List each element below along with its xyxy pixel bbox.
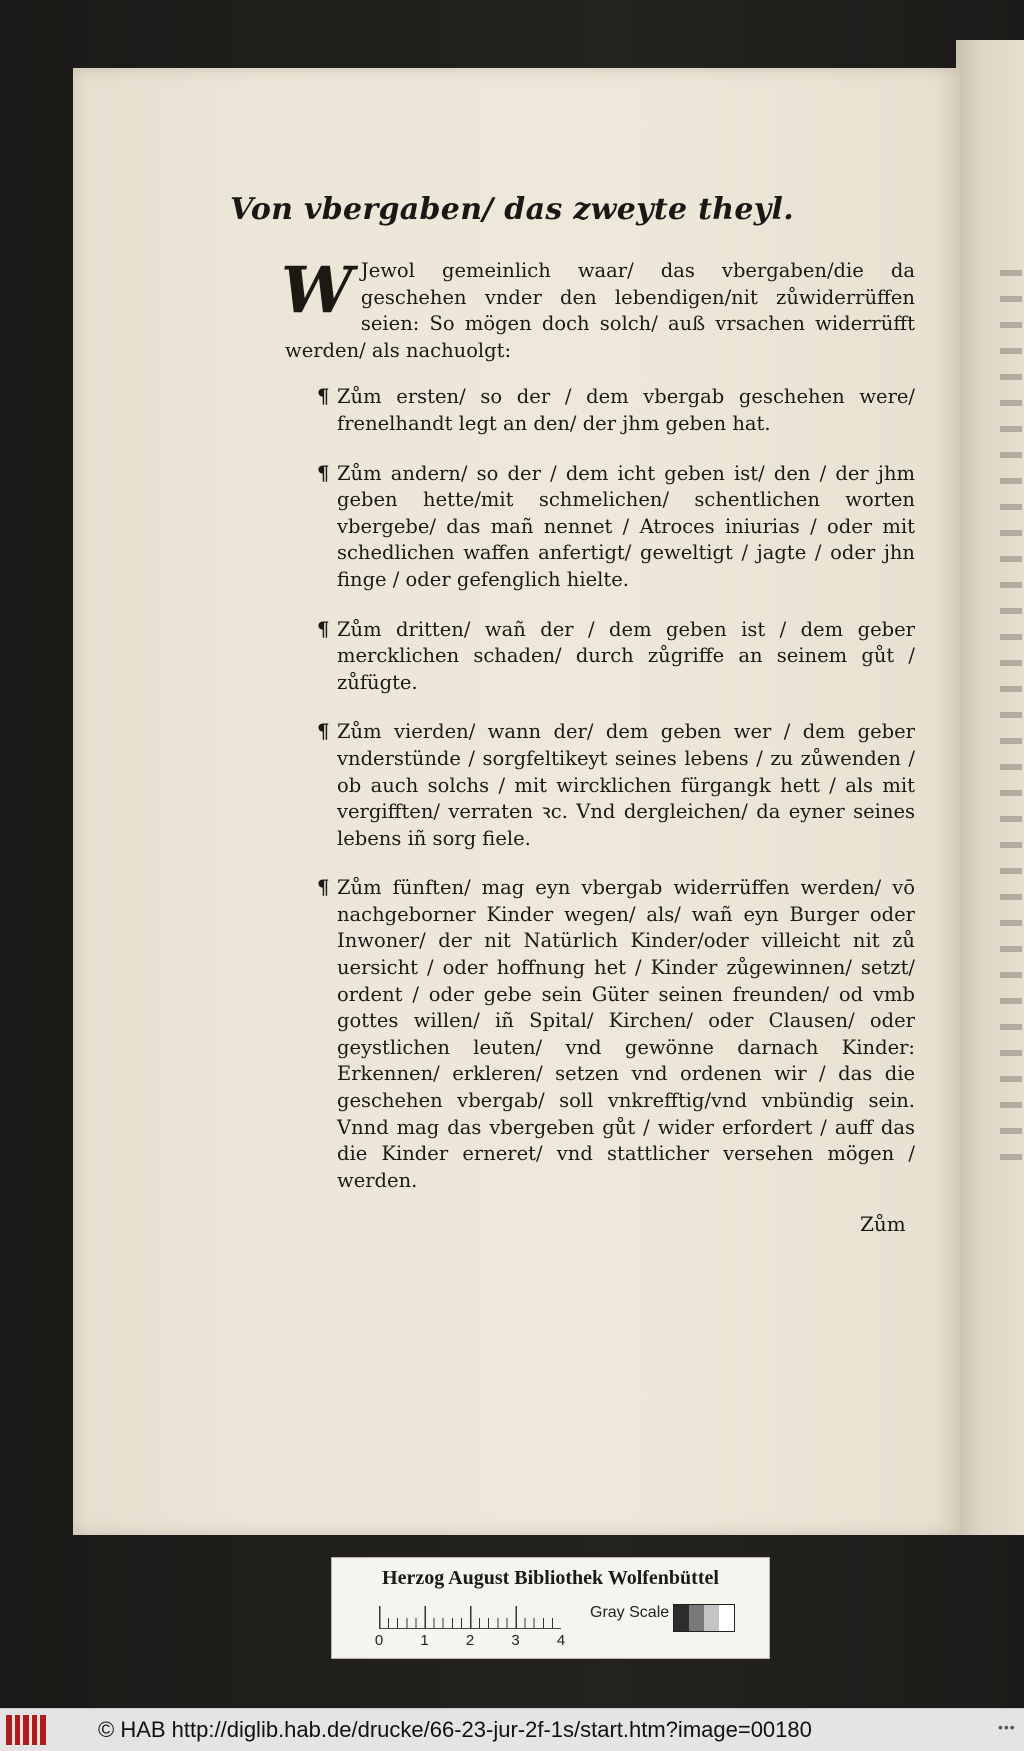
ruler-number: 2: [465, 1632, 475, 1649]
gray-scale-swatches: [673, 1604, 735, 1632]
color-reference-card: [331, 1557, 770, 1659]
paragraph-item-text: Zům dritten/ wañ der / dem geben ist / dem geber mercklichen schaden/ durch zůgriffe an seinem gůt / zůfügte.: [337, 617, 915, 694]
ruler-ticks: [379, 1604, 561, 1628]
ruler-number: 3: [511, 1632, 520, 1649]
paragraph-item-3: [285, 617, 915, 697]
drop-capital: W: [281, 253, 353, 328]
paragraph-item-1: [285, 384, 915, 437]
more-dots-icon[interactable]: •••: [998, 1719, 1016, 1735]
gray-swatch-white: [719, 1605, 734, 1631]
intro-paragraph: [281, 253, 915, 364]
ruler-number: 1: [420, 1632, 429, 1649]
pilcrow-mark: ¶: [317, 876, 330, 900]
catchword: Zům: [860, 1212, 906, 1236]
ruler-number: 4: [556, 1632, 566, 1649]
gray-swatch-light: [704, 1605, 719, 1631]
footer-bar: [0, 1708, 1024, 1751]
paragraph-item-4: [285, 719, 915, 852]
paragraph-item-text: Zům fünften/ mag eyn vbergab widerrüffen werden/ vō nachgeborner Kinder wegen/ als/ wañ eyn Burger oder Inwoner/ der nit Natürlich Kinder/oder villeicht nit zů uersicht / oder hoffnung het / Kinder zůgewinnen/ setzt/ ordent / oder gebe sein Güter seinen freunden/ od vmb gottes willen/ iñ Spital/ Kirchen/ oder Clausen/ oder geystlichen leuten/ vnd gewönne darnach Kinder: Erkennen/ erkleren/ setzen vnd ordenen wir / das die geschehen vbergab/ soll vnkrefftig/vnd vnbündig sein. Vnnd mag das vbergeben gůt / wider erfordert / auff das die Kinder erneret/ vnd stattlicher versehen mögen / werden.: [337, 876, 915, 1192]
ruler-line: [379, 1628, 561, 1629]
pilcrow-mark: ¶: [317, 720, 330, 744]
page-title: Von vbergaben/ das zweyte theyl.: [230, 192, 794, 227]
paragraph-item-5: [285, 875, 915, 1194]
hab-logo-icon: [6, 1715, 46, 1745]
gray-swatch-mid: [689, 1605, 704, 1631]
gray-scale-label: Gray Scale: [590, 1604, 670, 1621]
gray-swatch-dark: [674, 1605, 689, 1631]
pilcrow-mark: ¶: [317, 385, 330, 409]
pilcrow-mark: ¶: [317, 461, 330, 485]
paragraph-item-text: Zům vierden/ wann der/ dem geben wer / dem geber vnderstünde / sorgfeltikeyt seines lebens / zu zůwenden / ob auch solchs / mit wircklichen fürgangk hett / als mit vergifften/ verraten ꝛc. Vnd dergleichen/ da eyner seines lebens iñ sorg fiele.: [337, 720, 915, 850]
paragraph-item-2: [285, 461, 915, 594]
intro-text: Jewol gemeinlich waar/ das vbergaben/die da geschehen vnder den lebendigen/nit zůwiderrüffen seien: So mögen doch solch/ auß vrsachen widerrüfft werden/ als nachuolgt:: [285, 259, 915, 362]
card-title: Herzog August Bibliothek Wolfenbüttel: [382, 1567, 719, 1589]
pilcrow-mark: ¶: [317, 617, 330, 641]
footer-source-link[interactable]: © HAB http://diglib.hab.de/drucke/66-23-jur-2f-1s/start.htm?image=00180: [98, 1717, 812, 1742]
ruler-number: 0: [374, 1632, 384, 1649]
paragraph-item-text: Zům andern/ so der / dem icht geben ist/ den / der jhm geben hette/mit schmelichen/ schentlichen worten vbergebe/ das mañ nennet / Atroces iniurias / oder mit schedlichen waffen anfertigt/ geweltigt / jagte / oder jhn finge / oder gefenglich hielte.: [337, 461, 915, 591]
main-text: [281, 253, 915, 1194]
paragraph-item-text: Zům ersten/ so der / dem vbergab geschehen were/ frenelhandt legt an den/ der jhm geben hat.: [337, 385, 915, 435]
next-page-bleed-text: [1000, 270, 1022, 1170]
